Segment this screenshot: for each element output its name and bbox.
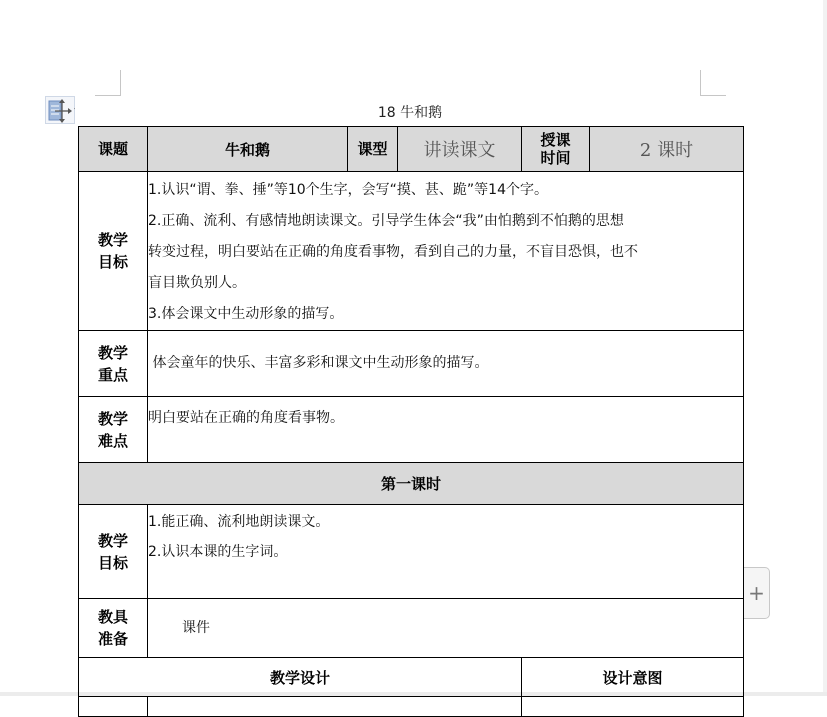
lesson-one-objectives-label <box>79 505 148 599</box>
lesson-time-label <box>522 127 590 172</box>
objectives-label <box>79 172 148 331</box>
key-points-row <box>79 331 744 397</box>
plus-icon: + <box>748 581 765 605</box>
margin-corner-top-left <box>95 70 121 96</box>
add-row-button[interactable] <box>744 567 770 619</box>
difficulties-label-line1: 教学 <box>97 409 128 428</box>
lesson-one-objectives-content[interactable] <box>148 505 744 599</box>
lesson-one-objectives-label-line1: 教学 <box>97 531 128 550</box>
key-points-text: 体会童年的快乐、丰富多彩和课文中生动形象的描写。 <box>148 355 489 371</box>
teaching-tools-label-line1: 教具 <box>97 608 128 626</box>
page-scroll-edge <box>823 0 827 696</box>
lesson-plan-table <box>78 126 744 717</box>
lesson-one-objectives-row <box>79 505 744 599</box>
key-points-label-line1: 教学 <box>97 343 128 362</box>
teaching-tools-label-line2: 准备 <box>97 630 128 648</box>
design-body-row <box>79 697 744 717</box>
margin-corner-top-right <box>700 70 726 96</box>
teaching-tools-row <box>79 599 744 658</box>
design-body-cell-intent[interactable] <box>522 697 744 717</box>
table-move-handle[interactable] <box>45 96 75 124</box>
difficulties-row <box>79 397 744 463</box>
difficulties-label <box>79 397 148 463</box>
lesson-time-label-line1: 授课 <box>540 131 571 149</box>
lesson-type-label: 课型 <box>348 127 398 172</box>
key-points-label <box>79 331 148 397</box>
teaching-design-header[interactable]: 教学设计 <box>79 658 522 697</box>
design-body-cell-main[interactable] <box>148 697 522 717</box>
key-points-content[interactable] <box>148 331 744 397</box>
table-move-icon <box>47 98 75 124</box>
objective-line: 3.体会课文中生动形象的描写。 <box>148 306 344 322</box>
lesson-one-title[interactable]: 第一课时 <box>79 463 744 505</box>
difficulties-content[interactable] <box>148 397 744 463</box>
lesson-type-value[interactable]: 讲读课文 <box>398 127 522 172</box>
objectives-content[interactable] <box>148 172 744 331</box>
lesson-time-value[interactable]: 2 课时 <box>590 127 744 172</box>
lesson-one-objective-line: 1.能正确、流利地朗读课文。 <box>148 514 330 530</box>
header-row <box>79 127 744 172</box>
lesson-one-objective-line: 2.认识本课的生字词。 <box>148 544 288 560</box>
teaching-tools-content[interactable] <box>148 599 744 658</box>
difficulties-label-line2: 难点 <box>97 431 128 450</box>
lesson-time-label-line2: 时间 <box>540 149 571 167</box>
lesson-one-title-row <box>79 463 744 505</box>
difficulties-text: 明白要站在正确的角度看事物。 <box>148 410 344 426</box>
teaching-tools-value: 课件 <box>182 619 210 636</box>
objective-line: 2.正确、流利、有感情地朗读课文。引导学生体会“我”由怕鹅到不怕鹅的思想 <box>148 213 624 229</box>
design-intent-header[interactable]: 设计意图 <box>522 658 744 697</box>
objectives-label-line2: 目标 <box>97 253 128 271</box>
design-header-row <box>79 658 744 697</box>
design-body-cell-left[interactable] <box>79 697 148 717</box>
key-points-label-line2: 重点 <box>97 365 128 384</box>
lesson-one-objectives-label-line2: 目标 <box>97 553 128 572</box>
teaching-tools-label <box>79 599 148 658</box>
document-title: 18 牛和鹅 <box>377 105 443 121</box>
topic-value[interactable]: 牛和鹅 <box>148 127 348 172</box>
objective-line: 1.认识“谓、拳、捶”等10个生字，会写“摸、甚、跪”等14个字。 <box>148 182 548 198</box>
objectives-row <box>79 172 744 331</box>
objectives-label-line1: 教学 <box>97 231 128 249</box>
objective-line: 转变过程，明白要站在正确的角度看事物，看到自己的力量，不盲目恐惧，也不 <box>148 244 638 260</box>
objective-line: 盲目欺负别人。 <box>148 275 246 291</box>
topic-label: 课题 <box>79 127 148 172</box>
